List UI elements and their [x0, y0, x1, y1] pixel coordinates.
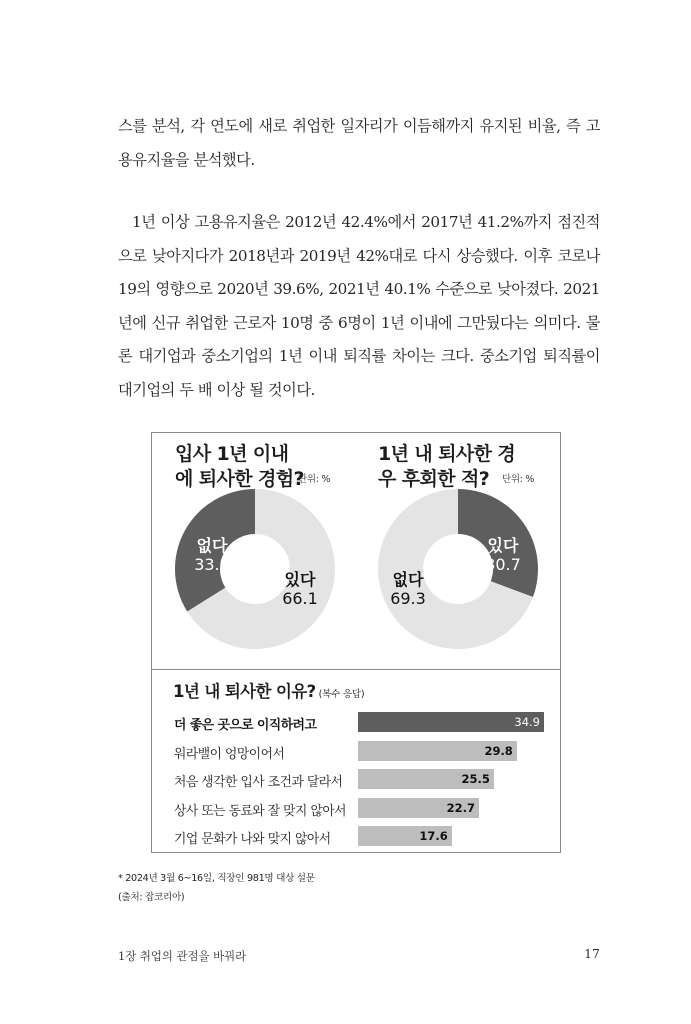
- bar-row: [152, 740, 560, 762]
- paragraph-text: 스를 분석, 각 연도에 새로 취업한 일자리가 이듬해까지 유지된 비율, 즉 고용유지율을 분석했다.: [118, 117, 600, 169]
- figure-footnote: * 2024년 3월 6~16일, 직장인 981명 대상 설문: [118, 873, 315, 884]
- donut-2-slice-value: 30.7: [485, 555, 521, 574]
- bar: [358, 826, 452, 846]
- bar-row: [152, 768, 560, 790]
- donut-1-slice-value: 66.1: [282, 589, 318, 608]
- paragraph-text: 1년 이상 고용유지율은 2012년 42.4%에서 2017년 41.2%까지 점진적으로 낮아지다가 2018년과 2019년 42%대로 다시 상승했다. 이후 코로나19의 영향으로 2020년 39.6%, 2021년 40.1% 수준으로 낮아졌다. 2021년에 신규 취업한 근로자 10명 중 6명이 1년 이내에 그만뒀다는 의미다. 물론 대기업과 중소기업의 1년 이내 퇴직률 차이는 크다. 중소기업 퇴직률이 대기업의 두 배 이상 될 것이다.: [118, 213, 600, 399]
- donut-2-unit: 단위: %: [502, 474, 535, 485]
- bar-value-label: 29.8: [484, 743, 513, 758]
- body-paragraph-1: [118, 110, 600, 177]
- bar-value-label: 17.6: [419, 829, 448, 843]
- donut-2-slice-value: 69.3: [390, 589, 426, 608]
- bar: [358, 712, 544, 732]
- survey-figure: [151, 432, 561, 853]
- bar-category-label: 워라밸이 엉망이어서: [174, 746, 285, 762]
- bar-chart-title: [173, 678, 364, 702]
- donut-charts: [152, 433, 560, 669]
- donut-1-slice-value: 33.9: [194, 555, 230, 574]
- donut-1-slice-label: 있다: [284, 570, 316, 589]
- bar-chart-note: (복수 응답): [318, 689, 365, 700]
- bar-category-label: 기업 문화가 나와 맞지 않아서: [174, 832, 331, 847]
- bar: [358, 741, 517, 761]
- body-paragraph-2: [118, 206, 600, 408]
- bar-row: [152, 825, 560, 847]
- figure-source: (출처: 잡코리아): [118, 892, 185, 903]
- donut-1-slice-label: 없다: [196, 536, 228, 555]
- bar-value-label: 22.7: [446, 800, 475, 815]
- donut-2-slice-label: 없다: [392, 570, 424, 589]
- running-header: 1장 취업의 관점을 바꿔라: [118, 949, 247, 963]
- bar-chart-title-text: 1년 내 퇴사한 이유?: [173, 682, 316, 701]
- bar: [358, 798, 479, 818]
- donut-1-title: 입사 1년 이내에 퇴사한 경험?: [175, 443, 304, 490]
- bar: [358, 769, 494, 789]
- donut-1-unit: 단위: %: [298, 474, 331, 485]
- bar-value-label: 25.5: [461, 772, 490, 786]
- donut-2-slice-label: 있다: [487, 536, 519, 555]
- panel-divider: [152, 669, 560, 670]
- bar-category-label: 상사 또는 동료와 잘 맞지 않아서: [174, 803, 347, 819]
- bar-row: [152, 711, 560, 733]
- bar-category-label: 더 좋은 곳으로 이직하려고: [174, 718, 317, 733]
- bar-category-label: 처음 생각한 입사 조건과 달라서: [174, 775, 343, 790]
- donut-2-title: 1년 내 퇴사한 경우 후회한 적?: [378, 443, 516, 490]
- page-number: 17: [584, 946, 600, 961]
- bar-row: [152, 797, 560, 819]
- bar-value-label: 34.9: [514, 715, 540, 729]
